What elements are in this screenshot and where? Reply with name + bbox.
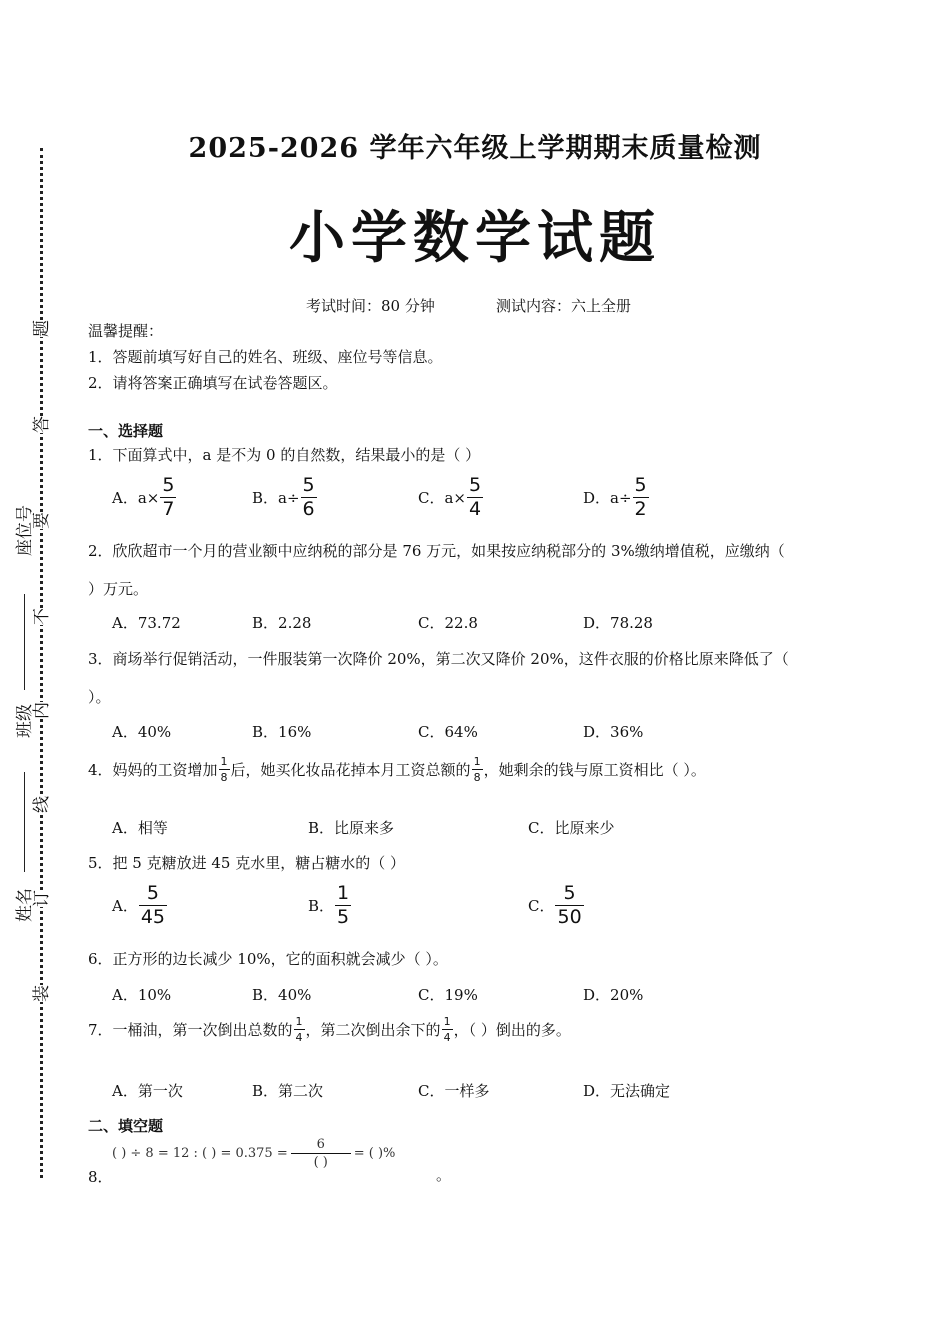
q3-option-c[interactable]: C．64%: [418, 723, 478, 741]
class-underline[interactable]: [24, 594, 25, 690]
q3-option-d[interactable]: D．36%: [583, 723, 644, 741]
exam-content: 测试内容：六上全册: [496, 297, 632, 315]
q7-option-a[interactable]: A．第一次: [112, 1082, 183, 1100]
q5-option-b[interactable]: B． $\frac{1}{5}$: [308, 882, 350, 928]
fraction: $\frac{5}{4}$: [469, 474, 482, 520]
page-title: 小学数学试题: [289, 205, 661, 271]
fraction: $\frac{1}{4}$: [295, 1015, 303, 1044]
seat-label: 座位号: [15, 505, 35, 556]
question-3-stem-cont: ）。: [88, 688, 111, 706]
q6-option-a[interactable]: A．10%: [112, 986, 172, 1004]
fraction: $\frac{1}{8}$: [473, 755, 481, 784]
name-label: 姓名: [15, 888, 35, 922]
seal-char: 要: [32, 512, 52, 529]
q1-option-d[interactable]: D．a÷ $\frac{5}{2}$: [583, 474, 647, 520]
fraction: $\frac{5}{2}$: [634, 474, 647, 520]
question-5-stem: 5．把 5 克糖放进 45 克水里，糖占糖水的（ ）: [88, 854, 406, 872]
seal-char: 装: [32, 985, 52, 1002]
q2-option-b[interactable]: B．2.28: [252, 614, 312, 632]
q7-option-d[interactable]: D．无法确定: [583, 1082, 671, 1100]
q5-option-c[interactable]: C． $\frac{5}{50}$: [528, 882, 582, 928]
q1-option-b[interactable]: B．a÷ $\frac{5}{6}$: [252, 474, 315, 520]
seal-char: 不: [32, 608, 52, 625]
q7-option-c[interactable]: C．一样多: [418, 1082, 490, 1100]
seal-char: 线: [32, 796, 52, 813]
class-label: 班级: [15, 704, 35, 738]
fraction: $\frac{5}{7}$: [162, 474, 175, 520]
q1-option-c[interactable]: C．a× $\frac{5}{4}$: [418, 474, 482, 520]
seal-char: 题: [32, 320, 52, 337]
q6-option-d[interactable]: D．20%: [583, 986, 644, 1004]
q1-option-a[interactable]: A．a× $\frac{5}{7}$: [112, 474, 175, 520]
question-2-stem: 2．欣欣超市一个月的营业额中应纳税的部分是 76 万元，如果按应纳税部分的 3%缴纳增值税，应缴纳（: [88, 542, 785, 560]
seal-char: 内: [32, 702, 52, 719]
fraction: $\frac{6}{( )}$: [291, 1138, 351, 1169]
question-4-stem: 4．妈妈的工资增加 $\frac{1}{8}$ 后，她买化妆品花掉本月工资总额的 $\frac{1}{8}$ ，她剩余的钱与原工资相比（ ）。: [88, 755, 706, 784]
q2-option-d[interactable]: D．78.28: [583, 614, 653, 632]
q7-option-b[interactable]: B．第二次: [252, 1082, 324, 1100]
q2-option-c[interactable]: C．22.8: [418, 614, 478, 632]
q6-option-c[interactable]: C．19%: [418, 986, 478, 1004]
q4-option-a[interactable]: A．相等: [112, 819, 168, 837]
section-heading: 一、选择题: [88, 422, 164, 440]
fraction: $\frac{5}{50}$: [557, 882, 582, 928]
question-3-stem: 3．商场举行促销活动，一件服装第一次降价 20%，第二次又降价 20%，这件衣服的价格比原来降低了（: [88, 650, 789, 668]
question-8-number: 8．: [88, 1168, 113, 1186]
section-heading: 二、填空题: [88, 1117, 164, 1135]
question-1-stem: 1．下面算式中，a 是不为 0 的自然数，结果最小的是（ ）: [88, 446, 481, 464]
q2-option-a[interactable]: A．73.72: [112, 614, 181, 632]
q3-option-b[interactable]: B．16%: [252, 723, 312, 741]
fraction: $\frac{5}{45}$: [140, 882, 166, 928]
question-8-tail: 。: [436, 1166, 452, 1184]
notice-item: 2．请将答案正确填写在试卷答题区。: [88, 374, 338, 392]
question-6-stem: 6．正方形的边长减少 10%，它的面积就会减少（ ）。: [88, 950, 448, 968]
fraction: $\frac{1}{4}$: [443, 1015, 451, 1044]
q4-option-b[interactable]: B．比原来多: [308, 819, 395, 837]
exam-subtitle: 2025-2026 学年六年级上学期期末质量检测: [188, 133, 762, 164]
notice-heading: 温馨提醒：: [88, 322, 164, 340]
question-8-expression: ( ) ÷ 8 = 12 : ( ) = 0.375 = $\frac{6}{( )}$ = ( )%: [112, 1137, 396, 1170]
name-underline[interactable]: [24, 772, 25, 872]
question-7-stem: 7．一桶油，第一次倒出总数的 $\frac{1}{4}$ ，第二次倒出余下的 $\frac{1}{4}$ ，（ ）倒出的多。: [88, 1015, 571, 1044]
question-2-stem-cont: ）万元。: [88, 580, 149, 598]
fraction: $\frac{5}{6}$: [302, 474, 315, 520]
seal-char: 订: [32, 890, 52, 907]
fraction: $\frac{1}{8}$: [220, 755, 228, 784]
q3-option-a[interactable]: A．40%: [112, 723, 172, 741]
q5-option-a[interactable]: A． $\frac{5}{45}$: [112, 882, 166, 928]
q4-option-c[interactable]: C．比原来少: [528, 819, 615, 837]
notice-item: 1．答题前填写好自己的姓名、班级、座位号等信息。: [88, 348, 443, 366]
dotted-cut-line: [40, 148, 43, 1178]
q6-option-b[interactable]: B．40%: [252, 986, 312, 1004]
exam-time: 考试时间：80 分钟: [306, 297, 435, 315]
seal-char: 答: [32, 416, 52, 433]
fraction: $\frac{1}{5}$: [337, 882, 350, 928]
